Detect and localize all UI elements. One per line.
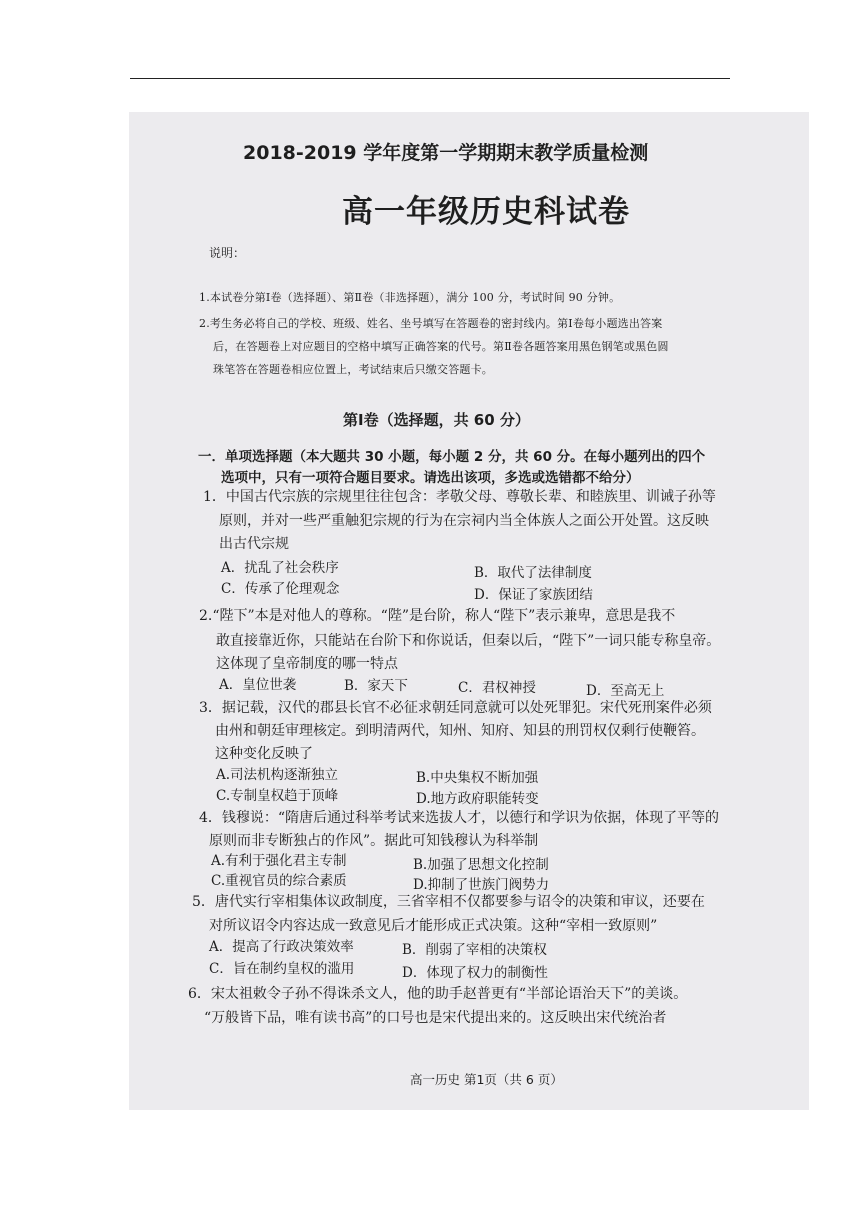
question-4-line-2: 原则而非专断独占的作风”。据此可知钱穆认为科举制: [209, 833, 539, 849]
question-6-line-1: 6．宋太祖敕令子孙不得诛杀文人，他的助手赵普更有“半部论语治天下”的美谈。: [188, 986, 688, 1002]
question-5-line-2: 对所议诏令内容达成一致意见后才能形成正式决策。这种“宰相一致原则”: [209, 918, 658, 934]
question-4-option-c: C.重视官员的综合素质: [211, 873, 347, 889]
section-instruction-line-1: 一．单项选择题（本大题共 30 小题，每小题 2 分，共 60 分。在每小题列出的四个: [198, 449, 706, 465]
notes-label: 说明：: [209, 246, 246, 260]
question-2-line-1: 2.“陛下”本是对他人的尊称。“陛”是台阶，称人“陛下”表示兼卑，意思是我不: [199, 608, 676, 624]
question-2-line-2: 敢直接靠近你，只能站在台阶下和你说话，但秦以后，“陛下”一词只能专称皇帝。: [216, 633, 721, 649]
exam-subject-title: 高一年级历史科试卷: [342, 194, 630, 230]
question-3-line-3: 这种变化反映了: [215, 746, 313, 762]
question-5-option-c: C．旨在制约皇权的滥用: [209, 961, 355, 977]
question-1-option-d: D．保证了家族团结: [474, 587, 593, 603]
section-title: 第Ⅰ卷（选择题，共 60 分）: [343, 411, 530, 429]
question-3-option-c: C.专制皇权趋于顶峰: [216, 788, 339, 804]
exam-term-title: 2018-2019 学年度第一学期期末教学质量检测: [243, 142, 649, 164]
question-3-option-a: A.司法机构逐渐独立: [216, 767, 339, 783]
question-4-line-1: 4．钱穆说：“隋唐后通过科举考试来选拔人才，以德行和学识为依据，体现了平等的: [199, 810, 720, 826]
question-2-option-d: D．至高无上: [586, 683, 665, 699]
question-1-option-c: C．传承了伦理观念: [221, 581, 340, 597]
note-2-line-1: 2.考生务必将自己的学校、班级、姓名、坐号填写在答题卷的密封线内。第Ⅰ卷每小题选出答案: [199, 317, 663, 330]
question-6-line-2: “万般皆下品，唯有读书高”的口号也是宋代提出来的。这反映出宋代统治者: [204, 1010, 667, 1026]
question-4-option-d: D.抑制了世族门阀势力: [413, 877, 550, 893]
question-4-option-b: B.加强了思想文化控制: [413, 857, 549, 873]
note-2-line-2: 后，在答题卷上对应题目的空格中填写正确答案的代号。第Ⅱ卷各题答案用黑色钢笔或黑色圆: [213, 340, 669, 353]
section-instruction-line-2: 选项中，只有一项符合题目要求。请选出该项，多选或选错都不给分）: [221, 470, 640, 486]
question-3-line-1: 3．据记载，汉代的郡县长官不必征求朝廷同意就可以处死罪犯。宋代死刑案件必须: [199, 700, 712, 716]
question-2-option-b: B．家天下: [344, 678, 408, 694]
question-2-option-a: A．皇位世袭: [219, 677, 297, 693]
question-1-line-1: 1．中国古代宗族的宗规里往往包含：孝敬父母、尊敬长辈、和睦族里、训诫子孙等: [203, 489, 716, 505]
question-5-line-1: 5．唐代实行宰相集体议政制度，三省宰相不仅都要参与诏令的决策和审议，还要在: [192, 894, 705, 910]
question-2-line-3: 这体现了皇帝制度的哪一特点: [216, 656, 398, 672]
scanned-page: [129, 112, 809, 1110]
question-3-option-b: B.中央集权不断加强: [416, 770, 539, 786]
question-5-option-a: A．提高了行政决策效率: [209, 939, 354, 955]
note-2-line-3: 珠笔答在答题卷相应位置上，考试结束后只缴交答题卡。: [213, 363, 493, 376]
question-5-option-b: B．削弱了宰相的决策权: [402, 942, 547, 958]
question-1-line-2: 原则，并对一些严重触犯宗规的行为在宗祠内当全体族人之面公开处置。这反映: [219, 513, 709, 529]
question-1-option-a: A．扰乱了社会秩序: [221, 560, 339, 576]
page-footer: 高一历史 第1页（共 6 页）: [410, 1072, 563, 1087]
question-1-line-3: 出古代宗规: [219, 536, 289, 552]
question-3-line-2: 由州和朝廷审理核定。到明清两代，知州、知府、知县的刑罚权仅剩行使鞭笞。: [215, 723, 705, 739]
question-2-option-c: C．君权神授: [458, 680, 536, 696]
question-3-option-d: D.地方政府职能转变: [416, 791, 539, 807]
header-rule: [130, 78, 730, 79]
note-1: 1.本试卷分第Ⅰ卷（选择题）、第Ⅱ卷（非选择题），满分 100 分，考试时间 90 分钟。: [199, 291, 621, 304]
question-5-option-d: D．体现了权力的制衡性: [402, 965, 548, 981]
question-1-option-b: B．取代了法律制度: [474, 565, 592, 581]
question-4-option-a: A.有利于强化君主专制: [211, 853, 347, 869]
